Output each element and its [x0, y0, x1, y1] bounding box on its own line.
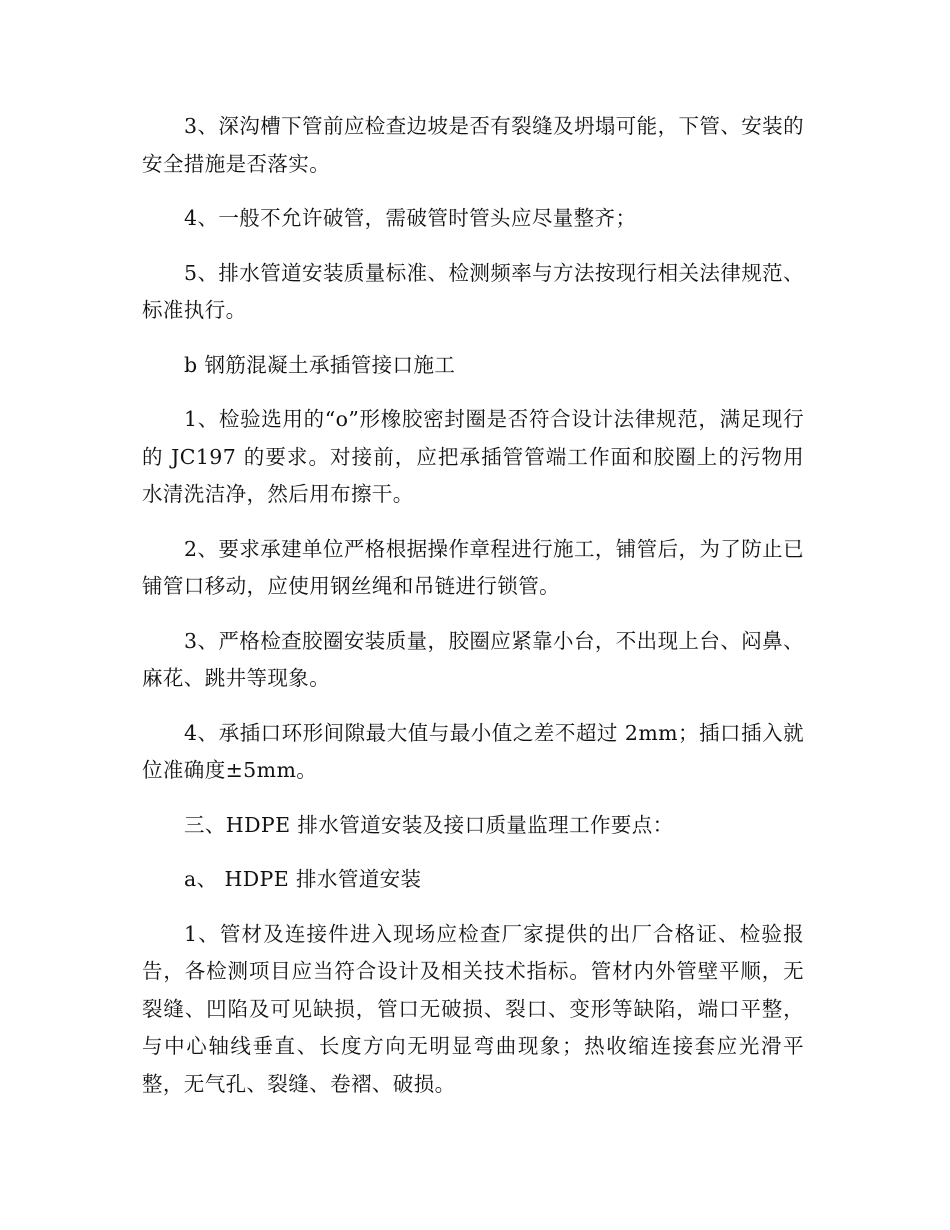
section-heading-b: b 钢筋混凝土承插管接口施工 — [184, 352, 456, 377]
section-heading-three: 三、HDPE 排水管道安装及接口质量监理工作要点： — [184, 812, 674, 837]
paragraph-annular-gap: 4、承插口环形间隙最大值与最小值之差不超过 2mm；插口插入就位准确度±5mm。 — [142, 720, 804, 782]
paragraph-construction-procedure: 2、要求承建单位严格根据操作章程进行施工，铺管后，为了防止已铺管口移动，应使用钢丝绳和吊链进行锁管。 — [142, 536, 804, 598]
paragraph-material-inspection: 1、管材及连接件进入现场应检查厂家提供的出厂合格证、检验报告，各检测项目应当符合设计及相关技术指标。管材内外管壁平顺，无裂缝、凹陷及可见缺损，管口无破损、裂口、变形等缺陷，端口平整，与中心轴线垂直、长度方向无明显弯曲现象；热收缩连接套应光滑平整，无气孔、裂缝、卷褶、破损。 — [142, 921, 804, 1096]
paragraph-inspect-slope: 3、深沟槽下管前应检查边坡是否有裂缝及坍塌可能，下管、安装的安全措施是否落实。 — [142, 114, 804, 176]
section-heading-a: a、 HDPE 排水管道安装 — [184, 867, 422, 891]
document-page — [142, 108, 804, 1120]
paragraph-no-pipe-breaking: 4、一般不允许破管，需破管时管头应尽量整齐； — [184, 206, 637, 230]
paragraph-seal-ring-check: 1、检验选用的“o”形橡胶密封圈是否符合设计法律规范，满足现行的 JC197 的要求。对接前，应把承插管管端工作面和胶圈上的污物用水清洗洁净，然后用布擦干。 — [142, 407, 804, 506]
paragraph-rubber-ring-quality: 3、严格检查胶圈安装质量，胶圈应紧靠小台，不出现上台、闷鼻、麻花、跳井等现象。 — [142, 628, 804, 690]
paragraph-quality-standard: 5、排水管道安装质量标准、检测频率与方法按现行相关法律规范、标准执行。 — [142, 260, 804, 322]
